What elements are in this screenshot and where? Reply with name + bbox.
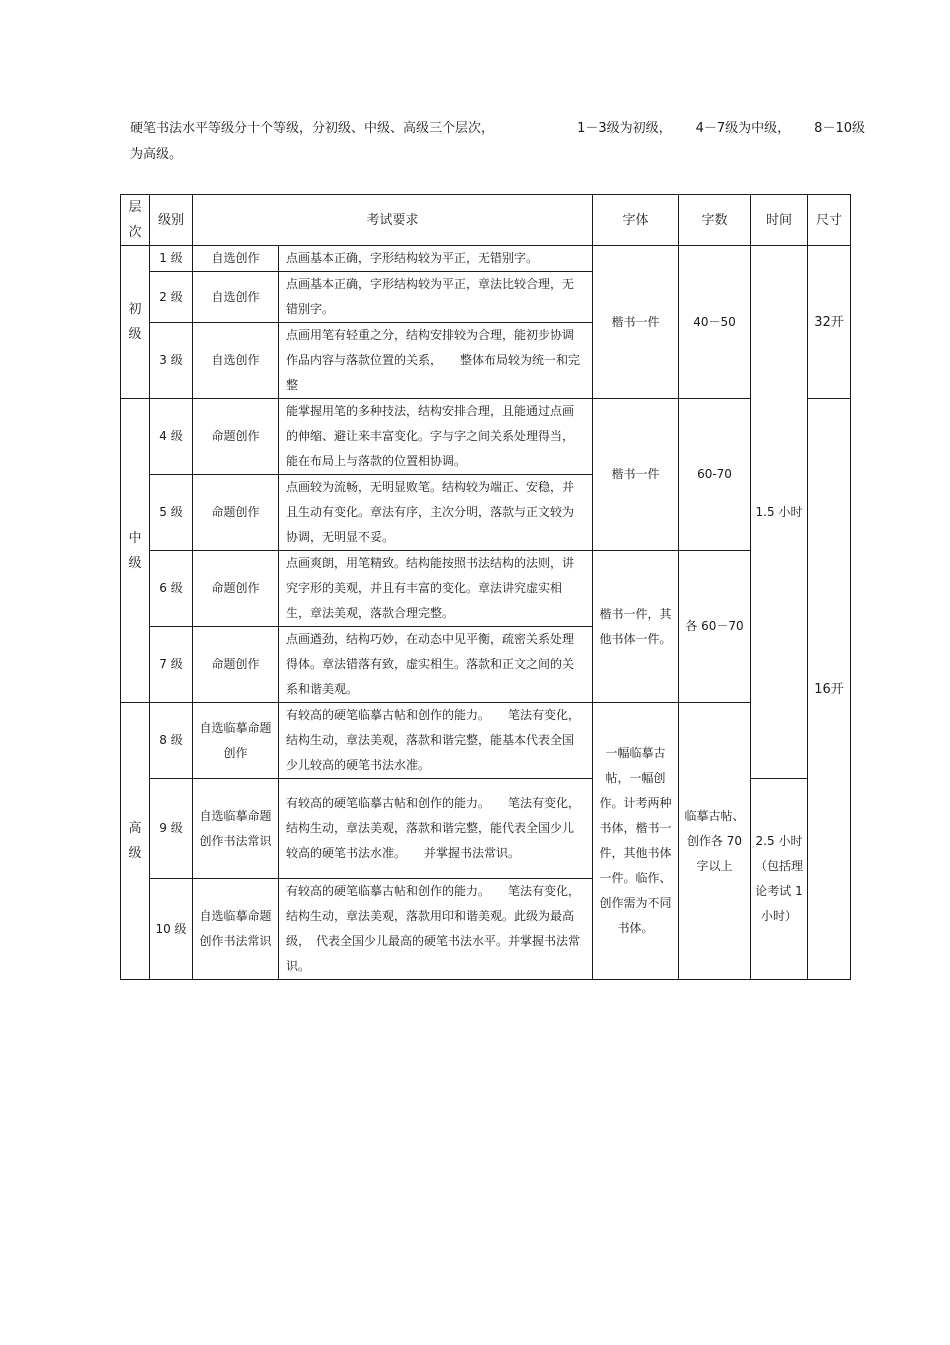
size-g1-3: 32开 — [808, 246, 851, 399]
requirement-cell: 有较高的硬笔临摹古帖和创作的能力。 笔法有变化，结构生动，章法美观，落款和谐完整，能代表全国少儿较高的硬笔书法水准。 并掌握书法常识。 — [279, 779, 593, 879]
header-tier: 层次 — [121, 195, 150, 246]
requirement-cell: 点画较为流畅，无明显败笔。结构较为端正、安稳，并且生动有变化。章法有序，主次分明，落款与正文较为协调，无明显不妥。 — [279, 475, 593, 551]
header-time: 时间 — [751, 195, 808, 246]
requirement-cell: 能掌握用笔的多种技法，结构安排合理，且能通过点画的伸缩、避让来丰富变化。字与字之间关系处理得当，能在布局上与落款的位置相协调。 — [279, 399, 593, 475]
intro-line-1 — [130, 116, 865, 142]
header-grade: 级别 — [150, 195, 193, 246]
grade-cell: 6 级 — [150, 551, 193, 627]
tier-intermediate: 中级 — [121, 399, 150, 703]
intro-text-c: 4－7级为中级， — [695, 121, 791, 136]
requirement-cell: 点画基本正确，字形结构较为平正，章法比较合理，无错别字。 — [279, 272, 593, 323]
intro-text-d: 8－10级 — [814, 121, 865, 136]
grade-cell: 10 级 — [150, 879, 193, 980]
requirement-cell: 有较高的硬笔临摹古帖和创作的能力。 笔法有变化，结构生动，章法美观，落款和谐完整，能基本代表全国少儿较高的硬笔书法水准。 — [279, 703, 593, 779]
exam-type-cell: 自选创作 — [193, 246, 279, 272]
exam-type-cell: 自选临摹命题创作书法常识 — [193, 779, 279, 879]
table-row — [121, 246, 851, 272]
exam-type-cell: 命题创作 — [193, 627, 279, 703]
intro-paragraph — [130, 116, 865, 168]
count-g8-10: 临摹古帖、创作各 70 字以上 — [679, 703, 751, 980]
exam-type-cell: 自选临摹命题创作书法常识 — [193, 879, 279, 980]
header-count: 字数 — [679, 195, 751, 246]
table-row — [121, 399, 851, 475]
font-g1-3: 楷书一件 — [593, 246, 679, 399]
requirement-cell: 有较高的硬笔临摹古帖和创作的能力。 笔法有变化，结构生动，章法美观，落款用印和谐美观。此级为最高级， 代表全国少儿最高的硬笔书法水平。并掌握书法常识。 — [279, 879, 593, 980]
grade-cell: 2 级 — [150, 272, 193, 323]
table-row — [121, 703, 851, 779]
grade-cell: 8 级 — [150, 703, 193, 779]
tier-beginner: 初级 — [121, 246, 150, 399]
header-font: 字体 — [593, 195, 679, 246]
time-g1-8: 1.5 小时 — [751, 246, 808, 779]
exam-type-cell: 自选创作 — [193, 323, 279, 399]
requirement-cell: 点画用笔有轻重之分，结构安排较为合理，能初步协调作品内容与落款位置的关系， 整体布局较为统一和完整 — [279, 323, 593, 399]
grade-cell: 1 级 — [150, 246, 193, 272]
size-g4-10: 16开 — [808, 399, 851, 980]
intro-ranges — [577, 116, 865, 142]
grade-cell: 7 级 — [150, 627, 193, 703]
count-g1-3: 40－50 — [679, 246, 751, 399]
grade-cell: 5 级 — [150, 475, 193, 551]
grade-cell: 4 级 — [150, 399, 193, 475]
grade-cell: 3 级 — [150, 323, 193, 399]
table-row — [121, 551, 851, 627]
exam-type-cell: 命题创作 — [193, 475, 279, 551]
exam-type-cell: 命题创作 — [193, 551, 279, 627]
exam-type-cell: 自选创作 — [193, 272, 279, 323]
header-requirement: 考试要求 — [193, 195, 593, 246]
grade-standards-table — [120, 194, 851, 980]
requirement-cell: 点画爽朗，用笔精致。结构能按照书法结构的法则，讲究字形的美观，并且有丰富的变化。章法讲究虚实相生，章法美观，落款合理完整。 — [279, 551, 593, 627]
count-g6-7: 各 60－70 — [679, 551, 751, 703]
intro-text-a: 硬笔书法水平等级分十个等级，分初级、中级、高级三个层次， — [130, 121, 495, 136]
font-g8-10: 一幅临摹古帖，一幅创作。计考两种书体，楷书一件，其他书体一件。临作、创作需为不同书体。 — [593, 703, 679, 980]
intro-text-b: 1－3级为初级， — [577, 121, 672, 136]
requirement-cell: 点画基本正确，字形结构较为平正，无错别字。 — [279, 246, 593, 272]
table-header-row — [121, 195, 851, 246]
font-g4-5: 楷书一件 — [593, 399, 679, 551]
intro-line-2: 为高级。 — [130, 147, 183, 162]
grade-cell: 9 级 — [150, 779, 193, 879]
time-g9-10: 2.5 小时（包括理论考试 1小时） — [751, 779, 808, 980]
count-g4-5: 60-70 — [679, 399, 751, 551]
exam-type-cell: 自选临摹命题创作 — [193, 703, 279, 779]
font-g6-7: 楷书一件，其他书体一件。 — [593, 551, 679, 703]
header-size: 尺寸 — [808, 195, 851, 246]
exam-type-cell: 命题创作 — [193, 399, 279, 475]
tier-advanced: 高级 — [121, 703, 150, 980]
requirement-cell: 点画遒劲，结构巧妙，在动态中见平衡，疏密关系处理得体。章法错落有致，虚实相生。落款和正文之间的关系和谐美观。 — [279, 627, 593, 703]
